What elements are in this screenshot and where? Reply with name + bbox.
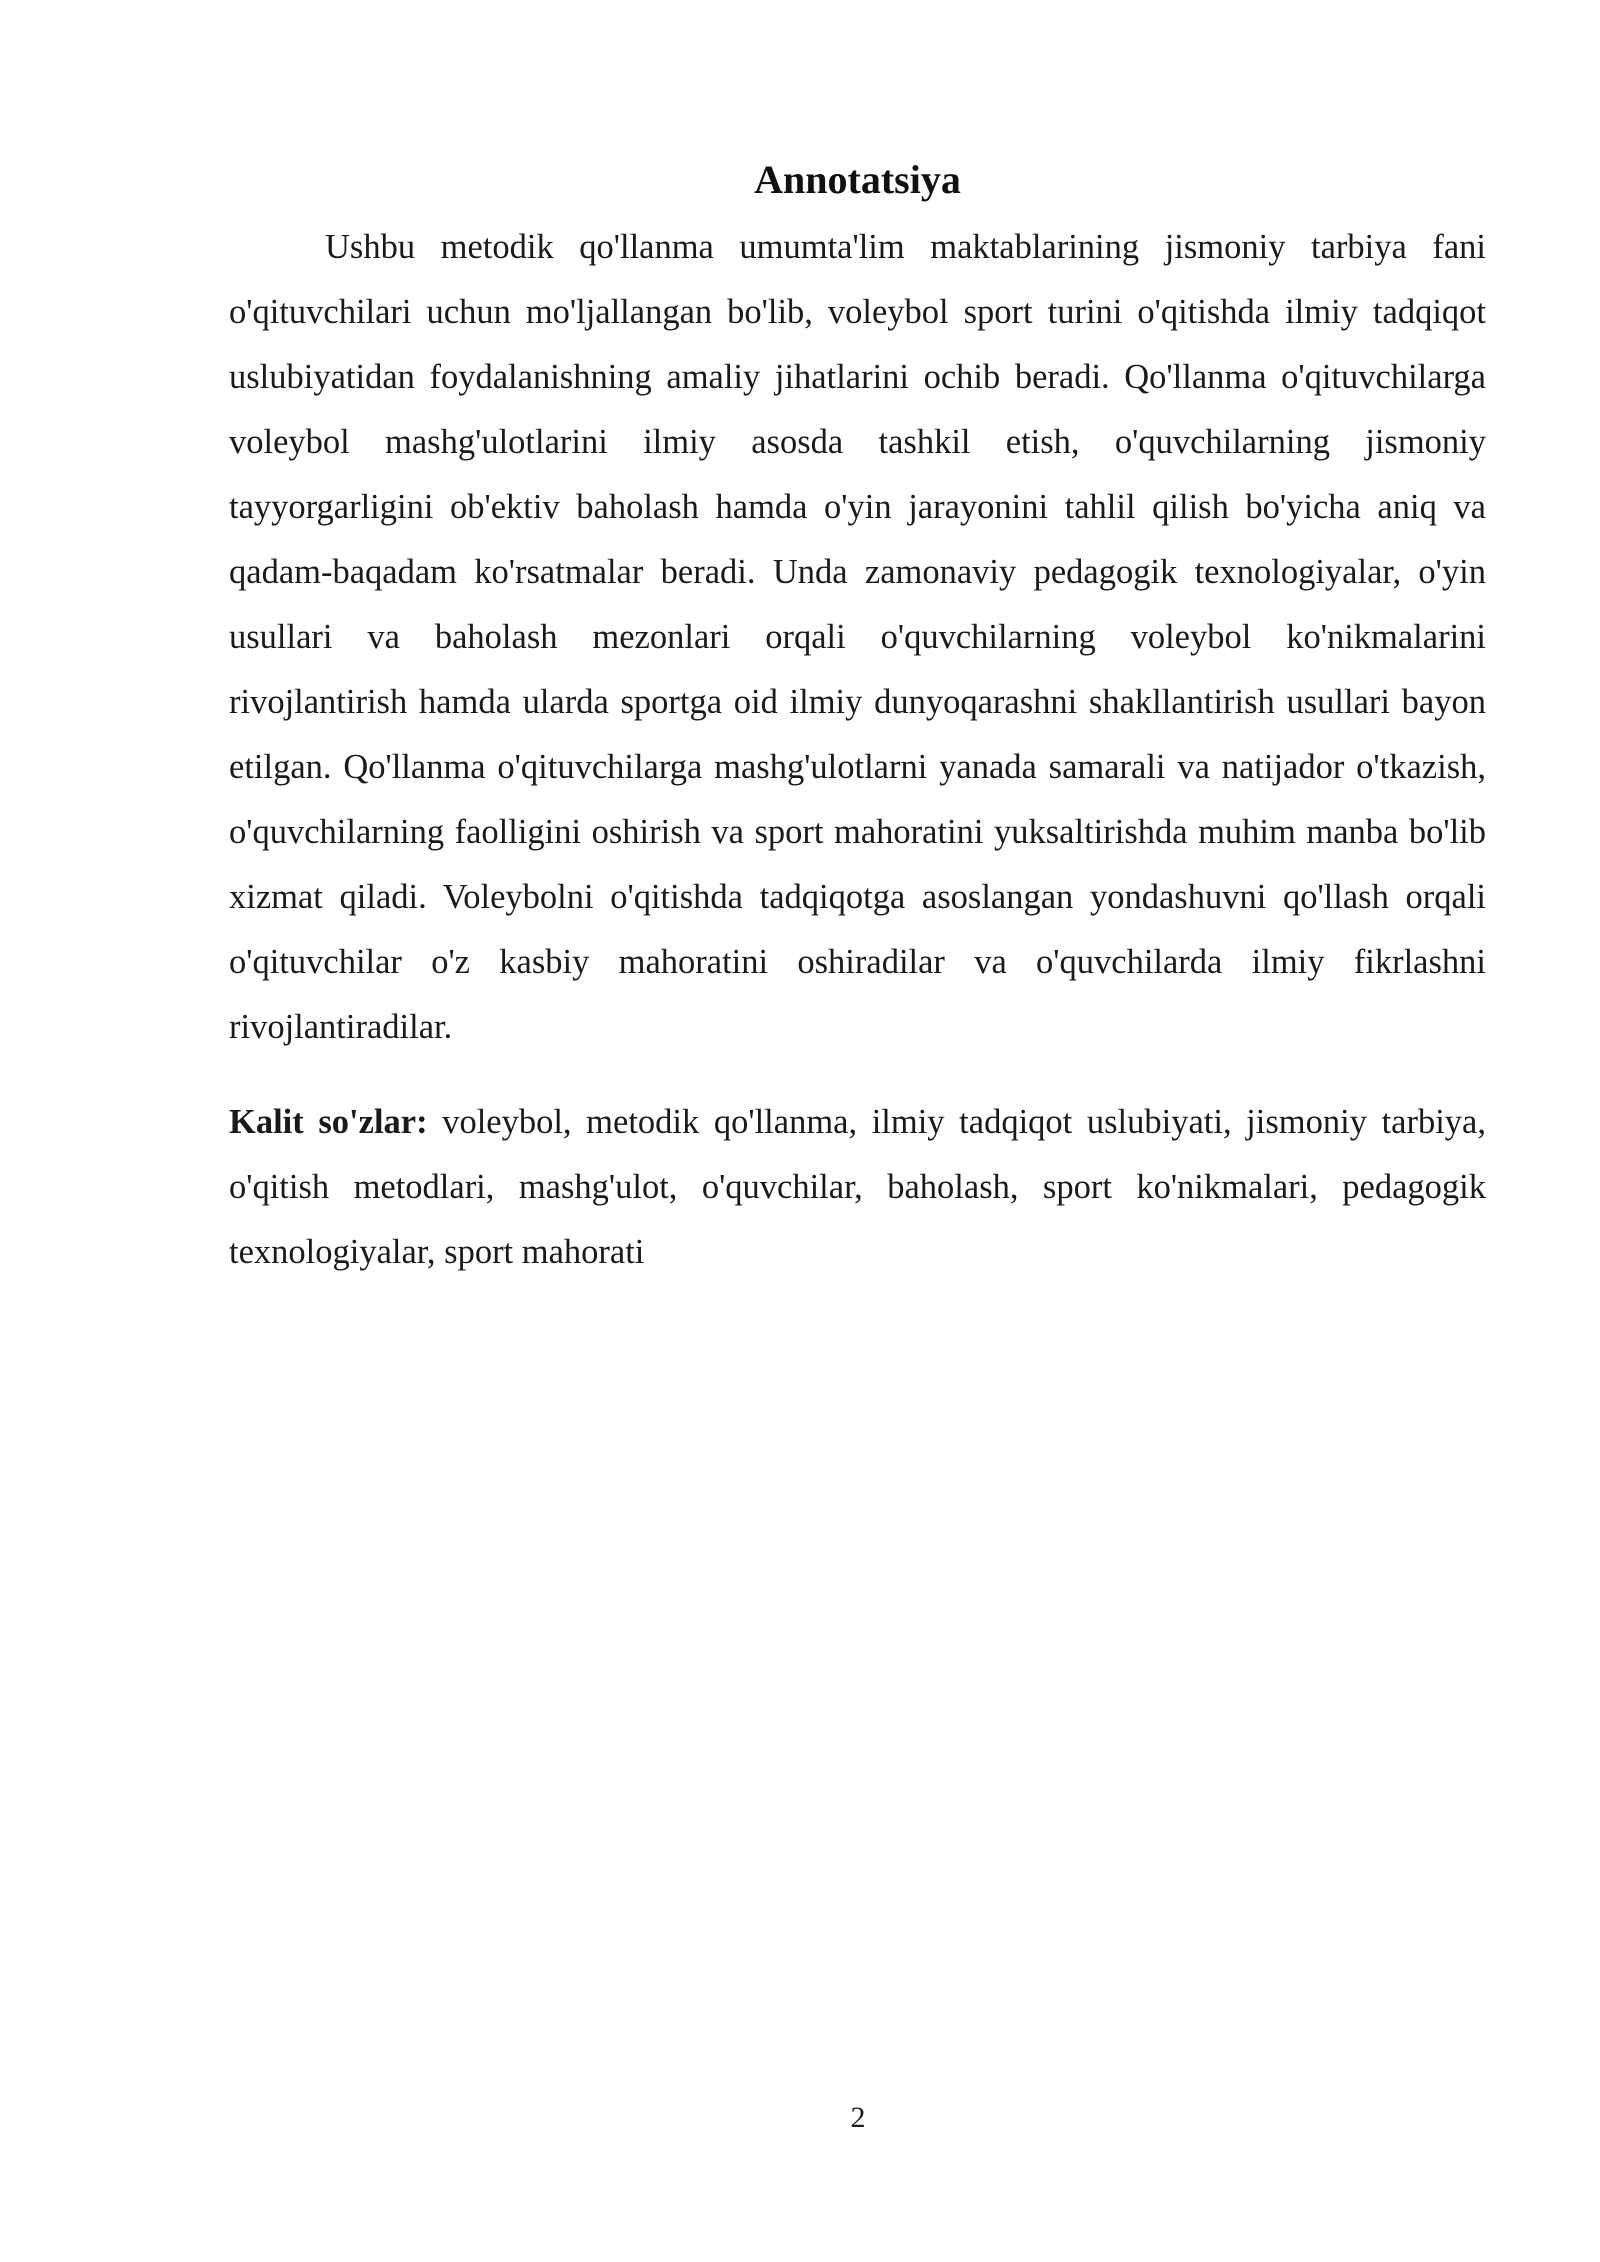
abstract-paragraph: Ushbu metodik qo'llanma umumta'lim maktablarining jismoniy tarbiya fani o'qituvchilari uchun mo'ljallangan bo'lib, voleybol sport turini o'qitishda ilmiy tadqiqot uslubiyatidan foydalanishning amaliy jihatlarini ochib beradi. Qo'llanma o'qituvchilarga voleybol mashg'ulotlarini ilmiy asosda tashkil etish, o'quvchilarning jismoniy tayyorgarligini ob'ektiv baholash hamda o'yin jarayonini tahlil qilish bo'yicha aniq va qadam-baqadam ko'rsatmalar beradi. Unda zamonaviy pedagogik texnologiyalar, o'yin usullari va baholash mezonlari orqali o'quvchilarning voleybol ko'nikmalarini rivojlantirish hamda ularda sportga oid ilmiy dunyoqarashni shakllantirish usullari bayon etilgan. Qo'llanma o'qituvchilarga mashg'ulotlarni yanada samarali va natijador o'tkazish, o'quvchilarning faolligini oshirish va sport mahoratini yuksaltirishda muhim manba bo'lib xizmat qiladi. Voleybolni o'qitishda tadqiqotga asoslangan yondashuvni qo'llash orqali o'qituvchilar o'z kasbiy mahoratini oshiradilar va o'quvchilarda ilmiy fikrlashni rivojlantiradilar. <box>229 228 1486 1046</box>
page-content <box>229 145 1486 1285</box>
keywords-label: Kalit so'zlar: <box>229 1103 428 1141</box>
keywords-paragraph <box>229 1090 1486 1285</box>
document-title: Annotatsiya <box>754 157 961 202</box>
keywords-list: voleybol, metodik qo'llanma, ilmiy tadqiqot uslubiyati, jismoniy tarbiya, o'qitish metodlari, mashg'ulot, o'quvchilar, baholash, sport ko'nikmalari, pedagogik texnologiyalar, sport mahorati <box>229 1103 1486 1271</box>
page-number: 2 <box>850 2101 866 2134</box>
